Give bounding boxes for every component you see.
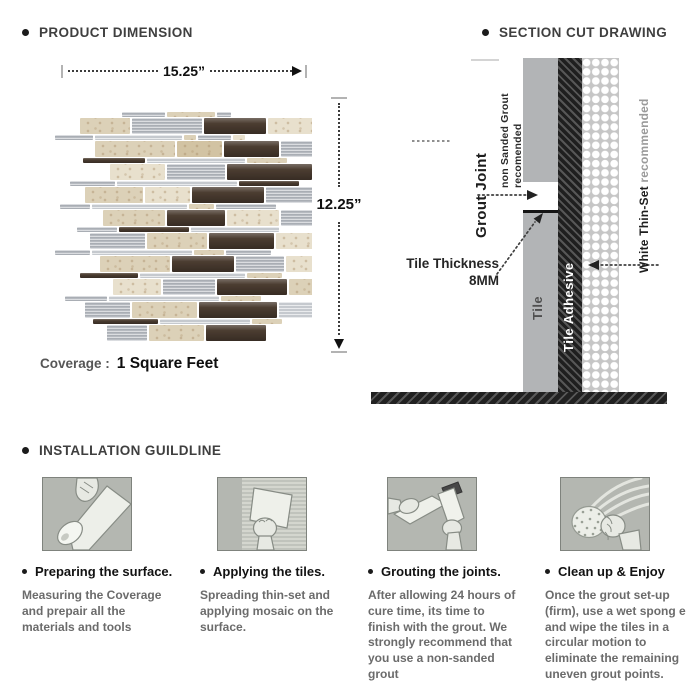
mosaic-strip-beige bbox=[95, 141, 175, 157]
step-4-title: Clean up & Enjoy bbox=[558, 564, 665, 579]
mosaic-strip-silver bbox=[70, 181, 115, 186]
mosaic-row bbox=[55, 135, 312, 140]
mosaic-strip-beige bbox=[221, 296, 261, 301]
mosaic-row bbox=[55, 181, 312, 186]
mosaic-row bbox=[55, 256, 312, 272]
mosaic-strip-silver bbox=[55, 250, 90, 255]
bullet-icon bbox=[22, 447, 29, 454]
mosaic-row bbox=[55, 250, 312, 255]
arrow-down-icon bbox=[334, 339, 344, 349]
installation-step-4 bbox=[545, 477, 697, 683]
mosaic-strip-beige bbox=[189, 204, 214, 209]
mosaic-strip-beige bbox=[103, 210, 165, 226]
tile-adhesive-label: Tile Adhesive bbox=[561, 262, 576, 352]
mosaic-strip-beige bbox=[80, 118, 130, 134]
dotted-arrow-right bbox=[210, 70, 300, 72]
step-title-row bbox=[368, 564, 526, 579]
mosaic-strip-brown bbox=[239, 181, 299, 186]
mosaic-strip-silver bbox=[216, 204, 276, 209]
step-illustration-box bbox=[387, 477, 477, 551]
width-dimension bbox=[61, 63, 307, 79]
tile-thickness-arrow-line bbox=[497, 222, 535, 274]
trowel-icon bbox=[218, 478, 306, 550]
mosaic-strip-beige bbox=[149, 325, 204, 341]
grout-joint-label: Grout Joint bbox=[473, 152, 490, 238]
bullet-icon bbox=[22, 29, 29, 36]
step-1-title: Preparing the surface. bbox=[35, 564, 173, 579]
mosaic-strip-light-silver bbox=[147, 158, 245, 163]
mosaic-row bbox=[55, 273, 312, 278]
mosaic-strip-beige bbox=[100, 256, 170, 272]
height-dimension-label: 12.25” bbox=[316, 196, 362, 213]
section-cut-drawing bbox=[371, 58, 667, 404]
mosaic-strip-silver bbox=[107, 325, 147, 341]
thinset-label-light: recommended bbox=[637, 98, 651, 187]
mosaic-row bbox=[55, 227, 312, 232]
step-4-description: Once the grout set-up (firm), use a wet spong e and wipe the tiles in a circular motion to eliminate the remaining uneven grout points. bbox=[545, 588, 686, 682]
grout-note-line2: recomended bbox=[512, 123, 524, 188]
dimension-tick bbox=[305, 65, 307, 78]
thinset-label bbox=[637, 98, 655, 273]
mosaic-strip-brown bbox=[83, 158, 145, 163]
mosaic-strip-brown bbox=[224, 141, 279, 157]
mosaic-strip-light-beige bbox=[286, 256, 312, 272]
mosaic-strip-beige bbox=[167, 112, 215, 117]
step-1-description: Measuring the Coverage and prepair all the materials and tools bbox=[22, 588, 162, 634]
mosaic-strip-light-silver bbox=[140, 273, 245, 278]
dotted-line bbox=[68, 70, 158, 72]
installation-step-1 bbox=[22, 477, 190, 635]
tile-thickness-line2: 8MM bbox=[469, 272, 499, 288]
bullet-icon bbox=[22, 569, 27, 574]
grout-float-icon bbox=[388, 478, 476, 550]
coverage-label: Coverage : bbox=[40, 356, 110, 371]
dotted-line bbox=[338, 222, 340, 335]
bullet-icon bbox=[368, 569, 373, 574]
section-cut-title: SECTION CUT DRAWING bbox=[499, 25, 668, 40]
step-illustration-box bbox=[560, 477, 650, 551]
mosaic-row bbox=[55, 210, 312, 226]
mosaic-strip-beige bbox=[194, 250, 224, 255]
product-dimension-title: PRODUCT DIMENSION bbox=[39, 25, 193, 40]
mosaic-row bbox=[55, 118, 312, 134]
dimension-tick bbox=[331, 351, 347, 353]
tile-thickness-label bbox=[391, 256, 499, 290]
mosaic-strip-brown bbox=[192, 187, 264, 203]
mosaic-strip-silver bbox=[85, 302, 130, 318]
mosaic-strip-brown bbox=[217, 279, 287, 295]
mosaic-row bbox=[55, 319, 312, 324]
mosaic-strip-beige bbox=[184, 135, 196, 140]
mosaic-strip-silver bbox=[122, 112, 165, 117]
installation-step-3 bbox=[368, 477, 526, 683]
mosaic-strip-light-beige bbox=[276, 233, 312, 249]
mosaic-strip-silver bbox=[281, 141, 312, 157]
mosaic-strip-beige bbox=[247, 158, 287, 163]
mosaic-strip-silver bbox=[60, 204, 90, 209]
mosaic-strip-beige bbox=[247, 273, 282, 278]
step-illustration-box bbox=[217, 477, 307, 551]
mosaic-strip-silver bbox=[167, 164, 225, 180]
mosaic-strip-silver bbox=[266, 187, 312, 203]
mosaic-strip-light-silver bbox=[279, 302, 312, 318]
arrow-right-icon bbox=[527, 190, 538, 200]
mosaic-strip-light-beige bbox=[227, 210, 279, 226]
mosaic-strip-silver bbox=[77, 227, 117, 232]
bullet-icon bbox=[545, 569, 550, 574]
dimension-tick bbox=[61, 65, 63, 78]
dotted-line bbox=[338, 103, 340, 187]
mosaic-strip-brown bbox=[227, 164, 312, 180]
thinset-label-bold: White Thin-Set bbox=[637, 186, 651, 273]
mosaic-strip-silver bbox=[90, 233, 145, 249]
mosaic-strip-light-silver bbox=[92, 204, 187, 209]
mosaic-strip-light-beige bbox=[268, 118, 312, 134]
mosaic-strip-silver bbox=[226, 250, 271, 255]
mosaic-row bbox=[55, 158, 312, 163]
mosaic-strip-light-silver bbox=[95, 135, 182, 140]
step-illustration-box bbox=[42, 477, 132, 551]
installation-header bbox=[22, 443, 221, 458]
installation-step-2 bbox=[200, 477, 346, 635]
mosaic-strip-light-silver bbox=[117, 181, 237, 186]
mosaic-row bbox=[55, 279, 312, 295]
mosaic-row bbox=[55, 112, 312, 117]
mosaic-strip-brown bbox=[167, 210, 225, 226]
mosaic-row bbox=[55, 141, 312, 157]
dimension-tick bbox=[331, 97, 347, 99]
arrow-left-icon bbox=[588, 260, 599, 270]
mosaic-strip-brown bbox=[204, 118, 266, 134]
grout-note-line1: non Sanded Grout bbox=[499, 93, 511, 188]
mosaic-strip-light-beige bbox=[233, 135, 245, 140]
mosaic-strip-light-silver bbox=[109, 296, 219, 301]
step-3-title: Grouting the joints. bbox=[381, 564, 501, 579]
mosaic-row bbox=[55, 204, 312, 209]
mosaic-strip-beige bbox=[252, 319, 282, 324]
mosaic-row bbox=[55, 164, 312, 180]
mosaic-strip-silver bbox=[236, 256, 284, 272]
mosaic-image bbox=[55, 112, 312, 343]
mosaic-strip-beige bbox=[132, 302, 197, 318]
step-2-title: Applying the tiles. bbox=[213, 564, 325, 579]
tile-label: Tile bbox=[530, 295, 545, 320]
mosaic-strip-light-silver bbox=[160, 319, 250, 324]
mosaic-strip-brown bbox=[80, 273, 138, 278]
step-title-row bbox=[200, 564, 346, 579]
installation-title: INSTALLATION GUILDLINE bbox=[39, 443, 222, 458]
mosaic-strip-silver bbox=[198, 135, 231, 140]
coverage-line bbox=[40, 355, 218, 373]
mosaic-row bbox=[55, 233, 312, 249]
mosaic-strip-silver bbox=[65, 296, 107, 301]
mosaic-strip-tan bbox=[177, 141, 222, 157]
mosaic-strip-brown bbox=[206, 325, 266, 341]
width-dimension-label: 15.25” bbox=[162, 63, 206, 79]
step-3-description: After allowing 24 hours of cure time, its time to finish with the grout. We strongly recommend that you use a non-sanded grout bbox=[368, 588, 516, 682]
mosaic-strip-silver bbox=[281, 210, 312, 226]
mosaic-strip-light-beige bbox=[113, 279, 161, 295]
mosaic-strip-beige bbox=[147, 233, 207, 249]
mosaic-strip-brown bbox=[172, 256, 234, 272]
mosaic-strip-light-silver bbox=[92, 250, 192, 255]
step-title-row bbox=[545, 564, 697, 579]
sponge-icon bbox=[561, 478, 649, 550]
product-dimension-header bbox=[22, 25, 193, 40]
bullet-icon bbox=[200, 569, 205, 574]
mosaic-strip-light-silver bbox=[191, 227, 279, 232]
bullet-icon bbox=[482, 29, 489, 36]
mosaic-strip-brown bbox=[119, 227, 189, 232]
mosaic-strip-brown bbox=[93, 319, 158, 324]
section-cut-header bbox=[482, 25, 667, 40]
mosaic-strip-silver bbox=[55, 135, 93, 140]
tile-thickness-line1: Tile Thickness bbox=[406, 256, 499, 271]
mosaic-strip-beige bbox=[85, 187, 143, 203]
mosaic-row bbox=[55, 187, 312, 203]
height-dimension bbox=[315, 97, 363, 353]
mosaic-strip-brown bbox=[209, 233, 274, 249]
mosaic-strip-silver bbox=[217, 112, 231, 117]
paint-roller-icon bbox=[43, 478, 131, 550]
step-2-description: Spreading thin-set and applying mosaic on the surface. bbox=[200, 588, 334, 634]
mosaic-strip-light-beige bbox=[145, 187, 190, 203]
mosaic-strip-silver bbox=[163, 279, 215, 295]
mosaic-strip-beige bbox=[289, 279, 312, 295]
step-title-row bbox=[22, 564, 190, 579]
coverage-value: 1 Square Feet bbox=[116, 355, 219, 372]
mosaic-row bbox=[55, 296, 312, 301]
mosaic-row bbox=[55, 302, 312, 318]
mosaic-row bbox=[55, 325, 312, 341]
mosaic-strip-light-beige bbox=[110, 164, 165, 180]
mosaic-strip-silver bbox=[132, 118, 202, 134]
mosaic-strip-brown bbox=[199, 302, 277, 318]
